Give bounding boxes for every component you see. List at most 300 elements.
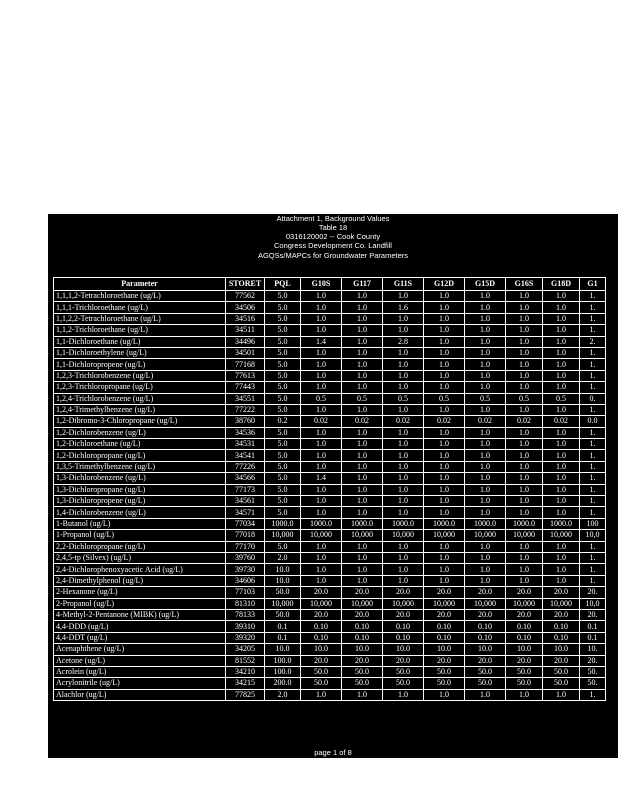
cell-g10s: 20.0 bbox=[301, 609, 342, 620]
cell-g15d: 1.0 bbox=[465, 382, 506, 393]
cell-g16s: 1.0 bbox=[506, 370, 543, 381]
cell-g18d: 1.0 bbox=[543, 473, 580, 484]
table-row bbox=[54, 666, 606, 677]
cell-pql: 2.0 bbox=[265, 689, 301, 700]
column-header-g10s: G10S bbox=[301, 278, 342, 291]
cell-g16s: 20.0 bbox=[506, 587, 543, 598]
cell-g16s: 20.0 bbox=[506, 609, 543, 620]
cell-g18d: 1.0 bbox=[543, 325, 580, 336]
cell-pql: 5.0 bbox=[265, 507, 301, 518]
cell-g117: 20.0 bbox=[342, 609, 383, 620]
column-header-parameter: Parameter bbox=[54, 278, 226, 291]
cell-g117: 1.0 bbox=[342, 347, 383, 358]
table-row bbox=[54, 644, 606, 655]
cell-g117: 1.0 bbox=[342, 689, 383, 700]
cell-g1: 1. bbox=[580, 552, 606, 563]
cell-parameter: 1,1,1-Trichloroethane (ug/L) bbox=[54, 302, 226, 313]
cell-storet: 39310 bbox=[226, 621, 265, 632]
cell-g11s: 1.0 bbox=[383, 575, 424, 586]
cell-pql: 5.0 bbox=[265, 541, 301, 552]
cell-storet: 34541 bbox=[226, 450, 265, 461]
cell-g12d: 1.0 bbox=[424, 507, 465, 518]
cell-parameter: 1,1,1,2-Tetrachloroethane (ug/L) bbox=[54, 291, 226, 302]
cell-g10s: 10.0 bbox=[301, 644, 342, 655]
cell-g15d: 1.0 bbox=[465, 450, 506, 461]
cell-g15d: 1.0 bbox=[465, 427, 506, 438]
cell-g15d: 10,000 bbox=[465, 530, 506, 541]
cell-storet: 38760 bbox=[226, 416, 265, 427]
header-attachment: Attachment 1, Background Values bbox=[276, 214, 390, 223]
cell-g1: 0. bbox=[580, 393, 606, 404]
table-row bbox=[54, 427, 606, 438]
table-row bbox=[54, 439, 606, 450]
cell-pql: 0.1 bbox=[265, 621, 301, 632]
table-row bbox=[54, 575, 606, 586]
cell-g11s: 1.6 bbox=[383, 302, 424, 313]
cell-pql: 200.0 bbox=[265, 678, 301, 689]
cell-g16s: 1.0 bbox=[506, 359, 543, 370]
cell-g15d: 1.0 bbox=[465, 302, 506, 313]
cell-parameter: Acenaphthene (ug/L) bbox=[54, 644, 226, 655]
cell-g10s: 1.0 bbox=[301, 541, 342, 552]
cell-g1: 1. bbox=[580, 313, 606, 324]
cell-parameter: 2-Propanol (ug/L) bbox=[54, 598, 226, 609]
cell-g18d: 1.0 bbox=[543, 461, 580, 472]
cell-g12d: 1.0 bbox=[424, 359, 465, 370]
cell-parameter: 4,4-DDT (ug/L) bbox=[54, 632, 226, 643]
cell-pql: 5.0 bbox=[265, 473, 301, 484]
cell-g12d: 1.0 bbox=[424, 404, 465, 415]
cell-g10s: 1.0 bbox=[301, 484, 342, 495]
cell-g15d: 50.0 bbox=[465, 666, 506, 677]
cell-g117: 1.0 bbox=[342, 325, 383, 336]
cell-g16s: 0.02 bbox=[506, 416, 543, 427]
cell-pql: 0.1 bbox=[265, 632, 301, 643]
cell-g16s: 1.0 bbox=[506, 404, 543, 415]
background-values-table bbox=[53, 277, 606, 701]
cell-g11s: 20.0 bbox=[383, 609, 424, 620]
cell-g15d: 1.0 bbox=[465, 575, 506, 586]
cell-parameter: 1,2,3-Trichloropropane (ug/L) bbox=[54, 382, 226, 393]
cell-g16s: 1.0 bbox=[506, 461, 543, 472]
cell-g12d: 1.0 bbox=[424, 564, 465, 575]
cell-g1: 1. bbox=[580, 564, 606, 575]
cell-storet: 34506 bbox=[226, 302, 265, 313]
cell-g1: 1. bbox=[580, 473, 606, 484]
cell-g15d: 1.0 bbox=[465, 313, 506, 324]
cell-g10s: 1.0 bbox=[301, 439, 342, 450]
cell-g10s: 1.0 bbox=[301, 575, 342, 586]
cell-g12d: 1.0 bbox=[424, 427, 465, 438]
cell-g12d: 10,000 bbox=[424, 530, 465, 541]
cell-pql: 50.0 bbox=[265, 609, 301, 620]
cell-g11s: 1.0 bbox=[383, 507, 424, 518]
cell-parameter: 2-Hexanone (ug/L) bbox=[54, 587, 226, 598]
cell-g11s: 20.0 bbox=[383, 587, 424, 598]
cell-g10s: 20.0 bbox=[301, 655, 342, 666]
cell-parameter: Acetone (ug/L) bbox=[54, 655, 226, 666]
cell-g1: 1. bbox=[580, 347, 606, 358]
table-row bbox=[54, 382, 606, 393]
cell-storet: 34496 bbox=[226, 336, 265, 347]
table-row bbox=[54, 404, 606, 415]
cell-g15d: 1.0 bbox=[465, 552, 506, 563]
cell-pql: 5.0 bbox=[265, 404, 301, 415]
cell-g18d: 1.0 bbox=[543, 370, 580, 381]
cell-parameter: 1,1,2,2-Tetrachloroethane (ug/L) bbox=[54, 313, 226, 324]
cell-g1: 20. bbox=[580, 609, 606, 620]
cell-g1: 0.0 bbox=[580, 416, 606, 427]
cell-storet: 34561 bbox=[226, 496, 265, 507]
cell-storet: 39760 bbox=[226, 552, 265, 563]
cell-storet: 34516 bbox=[226, 313, 265, 324]
cell-g117: 1.0 bbox=[342, 496, 383, 507]
cell-g18d: 1.0 bbox=[543, 347, 580, 358]
cell-storet: 39730 bbox=[226, 564, 265, 575]
cell-g1: 1. bbox=[580, 450, 606, 461]
cell-g10s: 1.0 bbox=[301, 496, 342, 507]
cell-g1: 1. bbox=[580, 439, 606, 450]
cell-g16s: 0.10 bbox=[506, 632, 543, 643]
cell-g1: 1. bbox=[580, 302, 606, 313]
cell-g10s: 1.4 bbox=[301, 336, 342, 347]
cell-g16s: 1.0 bbox=[506, 427, 543, 438]
cell-g11s: 50.0 bbox=[383, 666, 424, 677]
cell-g1: 1. bbox=[580, 370, 606, 381]
cell-g16s: 10.0 bbox=[506, 644, 543, 655]
cell-pql: 100.0 bbox=[265, 655, 301, 666]
cell-g11s: 1.0 bbox=[383, 496, 424, 507]
cell-g117: 1.0 bbox=[342, 291, 383, 302]
cell-parameter: 1,1-Dichloropropene (ug/L) bbox=[54, 359, 226, 370]
cell-g15d: 1.0 bbox=[465, 359, 506, 370]
cell-g117: 1.0 bbox=[342, 552, 383, 563]
cell-g18d: 0.5 bbox=[543, 393, 580, 404]
cell-g1: 20. bbox=[580, 587, 606, 598]
cell-g18d: 1.0 bbox=[543, 564, 580, 575]
cell-storet: 77034 bbox=[226, 518, 265, 529]
cell-parameter: Acrylonitrile (ug/L) bbox=[54, 678, 226, 689]
cell-g117: 20.0 bbox=[342, 655, 383, 666]
cell-parameter: 1,2-Dichlorobenzene (ug/L) bbox=[54, 427, 226, 438]
cell-g16s: 0.5 bbox=[506, 393, 543, 404]
cell-parameter: 1,3-Dichlorobenzene (ug/L) bbox=[54, 473, 226, 484]
cell-parameter: 1,3-Dichloropropane (ug/L) bbox=[54, 484, 226, 495]
column-header-g15d: G15D bbox=[465, 278, 506, 291]
cell-g15d: 1.0 bbox=[465, 325, 506, 336]
cell-g18d: 10,000 bbox=[543, 598, 580, 609]
cell-g12d: 1.0 bbox=[424, 313, 465, 324]
cell-g1: 2. bbox=[580, 336, 606, 347]
table-row bbox=[54, 313, 606, 324]
header-subject: AGQSs/MAPCs for Groundwater Parameters bbox=[257, 251, 409, 260]
cell-g16s: 1000.0 bbox=[506, 518, 543, 529]
cell-g12d: 1.0 bbox=[424, 347, 465, 358]
cell-pql: 5.0 bbox=[265, 461, 301, 472]
cell-g18d: 20.0 bbox=[543, 655, 580, 666]
cell-g10s: 1.0 bbox=[301, 507, 342, 518]
cell-g12d: 1.0 bbox=[424, 541, 465, 552]
table-row bbox=[54, 507, 606, 518]
cell-g12d: 1.0 bbox=[424, 575, 465, 586]
cell-g117: 0.5 bbox=[342, 393, 383, 404]
cell-g117: 1.0 bbox=[342, 484, 383, 495]
cell-g11s: 1.0 bbox=[383, 404, 424, 415]
table-row bbox=[54, 518, 606, 529]
cell-storet: 39320 bbox=[226, 632, 265, 643]
cell-g12d: 1.0 bbox=[424, 473, 465, 484]
cell-g16s: 10,000 bbox=[506, 530, 543, 541]
cell-g1: 1. bbox=[580, 325, 606, 336]
cell-g10s: 0.10 bbox=[301, 632, 342, 643]
cell-parameter: 4-Methyl-2-Pentanone (MIBK) (ug/L) bbox=[54, 609, 226, 620]
cell-g117: 1000.0 bbox=[342, 518, 383, 529]
cell-g11s: 1.0 bbox=[383, 689, 424, 700]
cell-g10s: 1.0 bbox=[301, 313, 342, 324]
cell-g11s: 1.0 bbox=[383, 564, 424, 575]
cell-storet: 34571 bbox=[226, 507, 265, 518]
cell-parameter: 1,1-Dichloroethane (ug/L) bbox=[54, 336, 226, 347]
cell-pql: 10,000 bbox=[265, 530, 301, 541]
column-header-g16s: G16S bbox=[506, 278, 543, 291]
column-header-storet: STORET bbox=[226, 278, 265, 291]
table-row bbox=[54, 530, 606, 541]
column-header-pql: PQL bbox=[265, 278, 301, 291]
cell-g117: 0.10 bbox=[342, 632, 383, 643]
cell-g18d: 1.0 bbox=[543, 541, 580, 552]
cell-parameter: Alachlor (ug/L) bbox=[54, 689, 226, 700]
cell-g18d: 1.0 bbox=[543, 689, 580, 700]
cell-g16s: 1.0 bbox=[506, 382, 543, 393]
cell-g10s: 0.5 bbox=[301, 393, 342, 404]
cell-pql: 5.0 bbox=[265, 347, 301, 358]
cell-storet: 77018 bbox=[226, 530, 265, 541]
cell-g18d: 1.0 bbox=[543, 484, 580, 495]
cell-g12d: 1.0 bbox=[424, 689, 465, 700]
cell-g18d: 1000.0 bbox=[543, 518, 580, 529]
cell-g10s: 50.0 bbox=[301, 678, 342, 689]
cell-parameter: 2,4-Dichlorophenoxyacetic Acid (ug/L) bbox=[54, 564, 226, 575]
table-row bbox=[54, 291, 606, 302]
cell-g117: 20.0 bbox=[342, 587, 383, 598]
cell-g16s: 1.0 bbox=[506, 484, 543, 495]
cell-g15d: 1.0 bbox=[465, 689, 506, 700]
cell-g117: 0.10 bbox=[342, 621, 383, 632]
cell-storet: 77170 bbox=[226, 541, 265, 552]
cell-g10s: 1.0 bbox=[301, 461, 342, 472]
cell-storet: 77103 bbox=[226, 587, 265, 598]
cell-pql: 5.0 bbox=[265, 484, 301, 495]
table-row bbox=[54, 598, 606, 609]
cell-storet: 34536 bbox=[226, 427, 265, 438]
cell-parameter: 4,4-DDD (ug/L) bbox=[54, 621, 226, 632]
table-row bbox=[54, 655, 606, 666]
cell-pql: 50.0 bbox=[265, 587, 301, 598]
cell-g12d: 1.0 bbox=[424, 370, 465, 381]
cell-g10s: 0.10 bbox=[301, 621, 342, 632]
cell-g18d: 1.0 bbox=[543, 496, 580, 507]
cell-parameter: 1,2,3-Trichlorobenzene (ug/L) bbox=[54, 370, 226, 381]
cell-g10s: 1.0 bbox=[301, 450, 342, 461]
cell-pql: 5.0 bbox=[265, 359, 301, 370]
table-row bbox=[54, 552, 606, 563]
cell-g12d: 0.10 bbox=[424, 632, 465, 643]
cell-g12d: 1.0 bbox=[424, 484, 465, 495]
cell-g11s: 20.0 bbox=[383, 655, 424, 666]
cell-g10s: 0.02 bbox=[301, 416, 342, 427]
cell-g11s: 0.02 bbox=[383, 416, 424, 427]
cell-parameter: 1,1,2-Trichloroethane (ug/L) bbox=[54, 325, 226, 336]
cell-g16s: 1.0 bbox=[506, 439, 543, 450]
scanned-page bbox=[48, 214, 618, 758]
cell-g15d: 1.0 bbox=[465, 439, 506, 450]
table-row bbox=[54, 496, 606, 507]
cell-g18d: 0.10 bbox=[543, 621, 580, 632]
cell-g18d: 1.0 bbox=[543, 302, 580, 313]
cell-storet: 34566 bbox=[226, 473, 265, 484]
column-header-g11s: G11S bbox=[383, 278, 424, 291]
cell-g18d: 50.0 bbox=[543, 666, 580, 677]
cell-g10s: 10,000 bbox=[301, 598, 342, 609]
cell-g1: 1. bbox=[580, 382, 606, 393]
cell-storet: 77226 bbox=[226, 461, 265, 472]
table-row bbox=[54, 416, 606, 427]
cell-g11s: 10,000 bbox=[383, 598, 424, 609]
cell-pql: 100.0 bbox=[265, 666, 301, 677]
cell-g15d: 1.0 bbox=[465, 291, 506, 302]
cell-pql: 5.0 bbox=[265, 313, 301, 324]
cell-g1: 50. bbox=[580, 678, 606, 689]
cell-g10s: 1.0 bbox=[301, 427, 342, 438]
cell-g1: 1. bbox=[580, 541, 606, 552]
cell-g16s: 1.0 bbox=[506, 575, 543, 586]
cell-pql: 5.0 bbox=[265, 439, 301, 450]
cell-g15d: 0.02 bbox=[465, 416, 506, 427]
cell-parameter: 1,2,4-Trichlorobenzene (ug/L) bbox=[54, 393, 226, 404]
cell-g16s: 1.0 bbox=[506, 347, 543, 358]
cell-g18d: 20.0 bbox=[543, 587, 580, 598]
cell-g1: 1. bbox=[580, 507, 606, 518]
cell-g15d: 1.0 bbox=[465, 404, 506, 415]
cell-g1: 1. bbox=[580, 291, 606, 302]
table-row bbox=[54, 370, 606, 381]
cell-g11s: 10.0 bbox=[383, 644, 424, 655]
cell-pql: 1000.0 bbox=[265, 518, 301, 529]
cell-g11s: 2.8 bbox=[383, 336, 424, 347]
cell-storet: 77222 bbox=[226, 404, 265, 415]
cell-g18d: 1.0 bbox=[543, 427, 580, 438]
cell-g11s: 1.0 bbox=[383, 484, 424, 495]
cell-g18d: 1.0 bbox=[543, 404, 580, 415]
cell-g12d: 1.0 bbox=[424, 552, 465, 563]
column-header-g18d: G18D bbox=[543, 278, 580, 291]
header-site-id: 0316120002 -- Cook County bbox=[285, 232, 381, 241]
cell-storet: 77825 bbox=[226, 689, 265, 700]
cell-g11s: 1.0 bbox=[383, 461, 424, 472]
table-row bbox=[54, 302, 606, 313]
cell-g16s: 1.0 bbox=[506, 336, 543, 347]
cell-storet: 34501 bbox=[226, 347, 265, 358]
cell-g11s: 50.0 bbox=[383, 678, 424, 689]
cell-g10s: 1.0 bbox=[301, 552, 342, 563]
cell-g11s: 1.0 bbox=[383, 427, 424, 438]
cell-g18d: 20.0 bbox=[543, 609, 580, 620]
cell-g16s: 1.0 bbox=[506, 564, 543, 575]
cell-parameter: 1-Propanol (ug/L) bbox=[54, 530, 226, 541]
cell-g15d: 1.0 bbox=[465, 461, 506, 472]
cell-parameter: 1,2-Dichloroethane (ug/L) bbox=[54, 439, 226, 450]
cell-g10s: 20.0 bbox=[301, 587, 342, 598]
cell-parameter: 1,3,5-Trimethylbenzene (ug/L) bbox=[54, 461, 226, 472]
cell-parameter: 2,4,5-tp (Silvex) (ug/L) bbox=[54, 552, 226, 563]
cell-g117: 1.0 bbox=[342, 427, 383, 438]
cell-g12d: 1.0 bbox=[424, 336, 465, 347]
cell-g117: 0.02 bbox=[342, 416, 383, 427]
cell-storet: 78133 bbox=[226, 609, 265, 620]
table-row bbox=[54, 473, 606, 484]
cell-pql: 5.0 bbox=[265, 336, 301, 347]
cell-g117: 1.0 bbox=[342, 439, 383, 450]
cell-g1: 1. bbox=[580, 484, 606, 495]
cell-g11s: 1.0 bbox=[383, 370, 424, 381]
column-header-g12d: G12D bbox=[424, 278, 465, 291]
table-row bbox=[54, 678, 606, 689]
cell-g12d: 20.0 bbox=[424, 655, 465, 666]
cell-pql: 10.0 bbox=[265, 644, 301, 655]
cell-storet: 34606 bbox=[226, 575, 265, 586]
cell-g16s: 1.0 bbox=[506, 689, 543, 700]
cell-g12d: 10.0 bbox=[424, 644, 465, 655]
cell-g1: 50. bbox=[580, 666, 606, 677]
table-row bbox=[54, 689, 606, 700]
cell-storet: 34511 bbox=[226, 325, 265, 336]
cell-g18d: 1.0 bbox=[543, 439, 580, 450]
cell-g12d: 50.0 bbox=[424, 666, 465, 677]
cell-g16s: 1.0 bbox=[506, 450, 543, 461]
cell-g15d: 10,000 bbox=[465, 598, 506, 609]
cell-g18d: 1.0 bbox=[543, 359, 580, 370]
cell-g10s: 1.0 bbox=[301, 359, 342, 370]
cell-pql: 5.0 bbox=[265, 427, 301, 438]
cell-g12d: 1000.0 bbox=[424, 518, 465, 529]
cell-g16s: 1.0 bbox=[506, 313, 543, 324]
cell-pql: 5.0 bbox=[265, 370, 301, 381]
cell-g1: 0.1 bbox=[580, 632, 606, 643]
cell-g1: 20. bbox=[580, 655, 606, 666]
cell-g10s: 1.0 bbox=[301, 404, 342, 415]
cell-g16s: 0.10 bbox=[506, 621, 543, 632]
cell-g12d: 1.0 bbox=[424, 325, 465, 336]
cell-g117: 1.0 bbox=[342, 313, 383, 324]
cell-g15d: 1.0 bbox=[465, 541, 506, 552]
cell-g11s: 1.0 bbox=[383, 347, 424, 358]
cell-pql: 10.0 bbox=[265, 575, 301, 586]
cell-g16s: 1.0 bbox=[506, 541, 543, 552]
cell-g12d: 20.0 bbox=[424, 587, 465, 598]
cell-g12d: 20.0 bbox=[424, 609, 465, 620]
cell-g1: 1. bbox=[580, 461, 606, 472]
cell-g16s: 50.0 bbox=[506, 678, 543, 689]
cell-g117: 1.0 bbox=[342, 302, 383, 313]
cell-g11s: 1.0 bbox=[383, 382, 424, 393]
cell-g15d: 0.5 bbox=[465, 393, 506, 404]
cell-g10s: 10,000 bbox=[301, 530, 342, 541]
header-table-number: Table 18 bbox=[318, 223, 348, 232]
cell-g117: 10,000 bbox=[342, 598, 383, 609]
table-row bbox=[54, 461, 606, 472]
cell-g117: 1.0 bbox=[342, 575, 383, 586]
cell-g11s: 1.0 bbox=[383, 541, 424, 552]
